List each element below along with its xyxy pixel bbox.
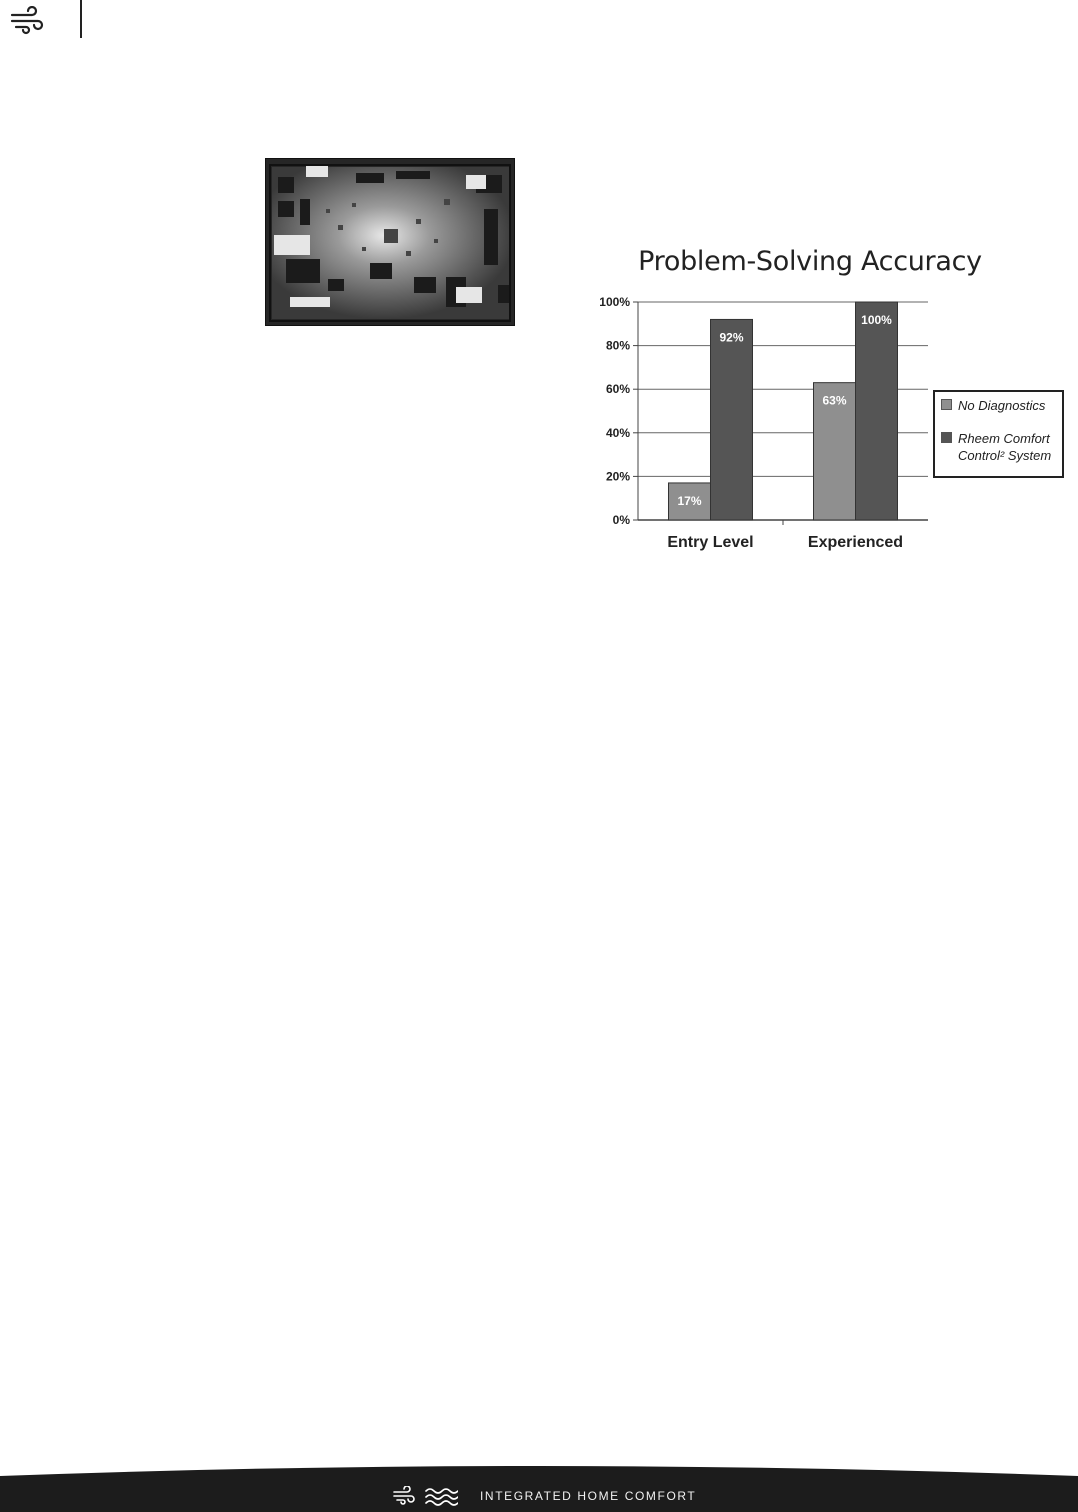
footer-tagline: INTEGRATED HOME COMFORT: [480, 1489, 697, 1503]
bar-value-label: 17%: [677, 493, 702, 508]
y-tick-label: 60%: [605, 382, 630, 397]
circuit-board-photo: [265, 158, 515, 326]
x-category-label: Entry Level: [667, 534, 754, 551]
footer-branding: [392, 1486, 696, 1506]
legend-label-rheem: [958, 430, 1051, 464]
x-category-label: Experienced: [807, 534, 904, 551]
bar-value-label: 63%: [822, 393, 847, 408]
chart-title: Problem-Solving Accuracy: [638, 246, 982, 277]
y-tick-label: 100%: [599, 295, 630, 309]
bar: [856, 302, 898, 520]
legend-item-rheem: [941, 430, 1051, 464]
y-tick-label: 80%: [605, 338, 630, 353]
legend-item-no-diagnostics: [941, 397, 1045, 414]
bar: [711, 319, 753, 520]
y-tick-label: 0%: [612, 513, 630, 527]
bar-value-label: 92%: [719, 330, 744, 345]
wind-icon: [8, 6, 48, 36]
chart-legend: [933, 390, 1064, 478]
bar-value-label: 100%: [861, 313, 892, 327]
header-divider: [80, 0, 82, 38]
water-waves-icon: [424, 1486, 458, 1506]
y-tick-label: 20%: [605, 469, 630, 484]
legend-label-no-diagnostics: No Diagnostics: [958, 398, 1046, 413]
y-tick-label: 40%: [605, 425, 630, 440]
legend-swatch-rheem: [941, 432, 952, 443]
bar-chart: [580, 290, 940, 560]
wind-icon: [392, 1486, 418, 1506]
legend-label-rheem-line1: Rheem Comfort: [958, 431, 1050, 446]
legend-label-rheem-line2: Control² System: [958, 448, 1052, 463]
legend-swatch-no-diagnostics: [941, 399, 952, 410]
